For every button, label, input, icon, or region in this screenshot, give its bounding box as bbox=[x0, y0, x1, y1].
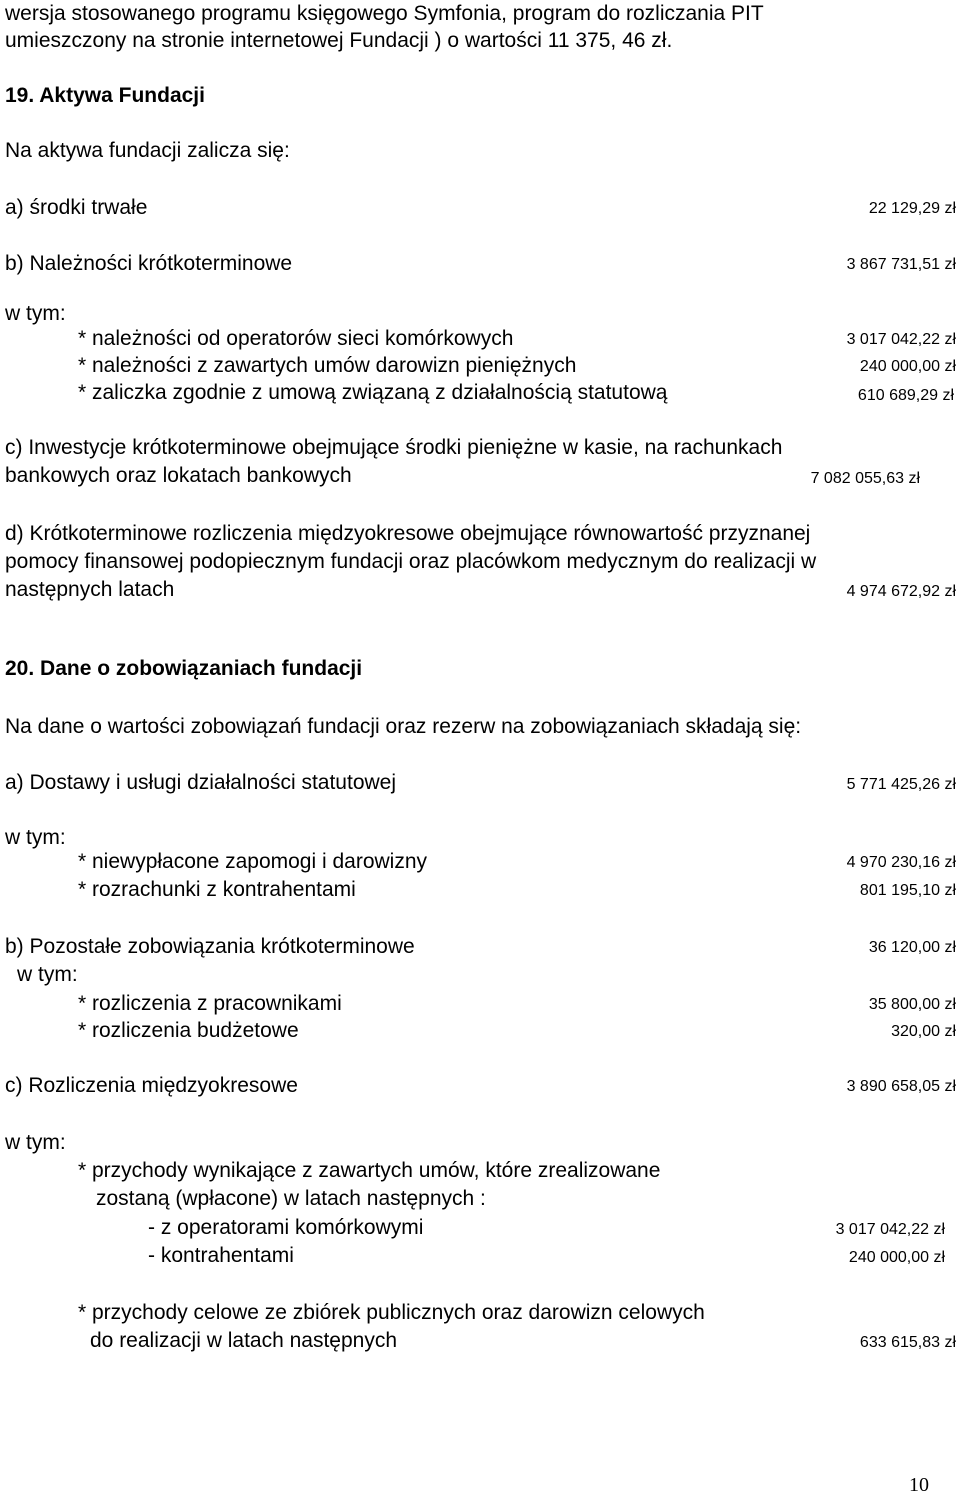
liab-w-tym: w tym: bbox=[5, 826, 66, 849]
liab-a1-label: * niewypłacone zapomogi i darowizny bbox=[78, 850, 428, 873]
liab-b1-label: * rozliczenia z pracownikami bbox=[78, 992, 342, 1015]
intro-line-2: umieszczony na stronie internetowej Fundacji ) o wartości 11 375, 46 zł. bbox=[5, 29, 673, 52]
liab-b2-amount: 320,00 zł bbox=[891, 1023, 956, 1040]
section-19-lead: Na aktywa fundacji zalicza się: bbox=[5, 139, 290, 162]
assets-c-line-2: bankowych oraz lokatach bankowych bbox=[5, 464, 352, 487]
page-number: 10 bbox=[909, 1474, 929, 1496]
section-19-number: 19. bbox=[5, 84, 35, 107]
assets-d-line-2: pomocy finansowej podopiecznym fundacji oraz placówkom medycznym do realizacji w bbox=[5, 550, 817, 573]
assets-b3-label: * zaliczka zgodnie z umową związaną z działalnością statutową bbox=[78, 381, 668, 404]
assets-b2-amount: 240 000,00 zł bbox=[859, 358, 956, 375]
liab-c1-line-2: zostaną (wpłacone) w latach następnych : bbox=[96, 1187, 486, 1210]
liab-a2-label: * rozrachunki z kontrahentami bbox=[78, 878, 356, 901]
liab-b1-amount: 35 800,00 zł bbox=[868, 996, 956, 1013]
section-19-title: Aktywa Fundacji bbox=[39, 84, 205, 107]
intro-paragraph bbox=[5, 0, 955, 54]
liab-c2-line-1: * przychody celowe ze zbiórek publicznych oraz darowizn celowych bbox=[78, 1301, 705, 1324]
assets-b1-label: * należności od operatorów sieci komórkowych bbox=[78, 327, 514, 350]
liab-c-label: c) Rozliczenia międzyokresowe bbox=[5, 1074, 298, 1097]
section-19-heading bbox=[5, 84, 205, 108]
liab-b-w-tym: w tym: bbox=[17, 963, 78, 986]
liab-c1-line-1: * przychody wynikające z zawartych umów, które zrealizowane bbox=[78, 1159, 661, 1182]
liab-c-w-tym: w tym: bbox=[5, 1131, 66, 1154]
liab-c1a-amount: 3 017 042,22 zł bbox=[835, 1221, 945, 1238]
liab-c2-line-2: do realizacji w latach następnych bbox=[90, 1329, 398, 1352]
section-20-heading bbox=[5, 657, 362, 681]
liab-c1b-amount: 240 000,00 zł bbox=[848, 1249, 945, 1266]
liab-a2-amount: 801 195,10 zł bbox=[859, 882, 956, 899]
assets-b2-label: * należności z zawartych umów darowizn pieniężnych bbox=[78, 354, 577, 377]
liab-c2-amount: 633 615,83 zł bbox=[859, 1334, 956, 1351]
liab-a-amount: 5 771 425,26 zł bbox=[846, 776, 956, 793]
intro-line-1: wersja stosowanego programu księgowego Symfonia, program do rozliczania PIT bbox=[5, 2, 764, 25]
liab-c1a-label: - z operatorami komórkowymi bbox=[148, 1216, 424, 1239]
liab-b2-label: * rozliczenia budżetowe bbox=[78, 1019, 299, 1042]
assets-b1-amount: 3 017 042,22 zł bbox=[846, 331, 956, 348]
assets-b3-amount: 610 689,29 zł bbox=[857, 387, 954, 404]
assets-b-label: b) Należności krótkoterminowe bbox=[5, 252, 293, 275]
assets-a-amount: 22 129,29 zł bbox=[868, 200, 956, 217]
assets-c-amount: 7 082 055,63 zł bbox=[810, 470, 920, 487]
assets-d-amount: 4 974 672,92 zł bbox=[846, 583, 956, 600]
section-20-title: Dane o zobowiązaniach fundacji bbox=[40, 657, 363, 680]
assets-d-line-3: następnych latach bbox=[5, 578, 175, 601]
assets-w-tym: w tym: bbox=[5, 302, 66, 325]
liab-b-amount: 36 120,00 zł bbox=[868, 939, 956, 956]
assets-a-label: a) środki trwałe bbox=[5, 196, 148, 219]
liab-a1-amount: 4 970 230,16 zł bbox=[846, 854, 956, 871]
liab-c1b-label: - kontrahentami bbox=[148, 1244, 294, 1267]
liab-b-label: b) Pozostałe zobowiązania krótkoterminowe bbox=[5, 935, 415, 958]
section-20-number: 20. bbox=[5, 657, 35, 680]
section-20-lead: Na dane o wartości zobowiązań fundacji oraz rezerw na zobowiązaniach składają się: bbox=[5, 715, 802, 738]
liab-a-label: a) Dostawy i usługi działalności statutowej bbox=[5, 771, 397, 794]
assets-d-line-1: d) Krótkoterminowe rozliczenia międzyokresowe obejmujące równowartość przyznanej bbox=[5, 522, 811, 545]
liab-c-amount: 3 890 658,05 zł bbox=[846, 1078, 956, 1095]
assets-b-amount: 3 867 731,51 zł bbox=[846, 256, 956, 273]
assets-c-line-1: c) Inwestycje krótkoterminowe obejmujące środki pieniężne w kasie, na rachunkach bbox=[5, 436, 783, 459]
